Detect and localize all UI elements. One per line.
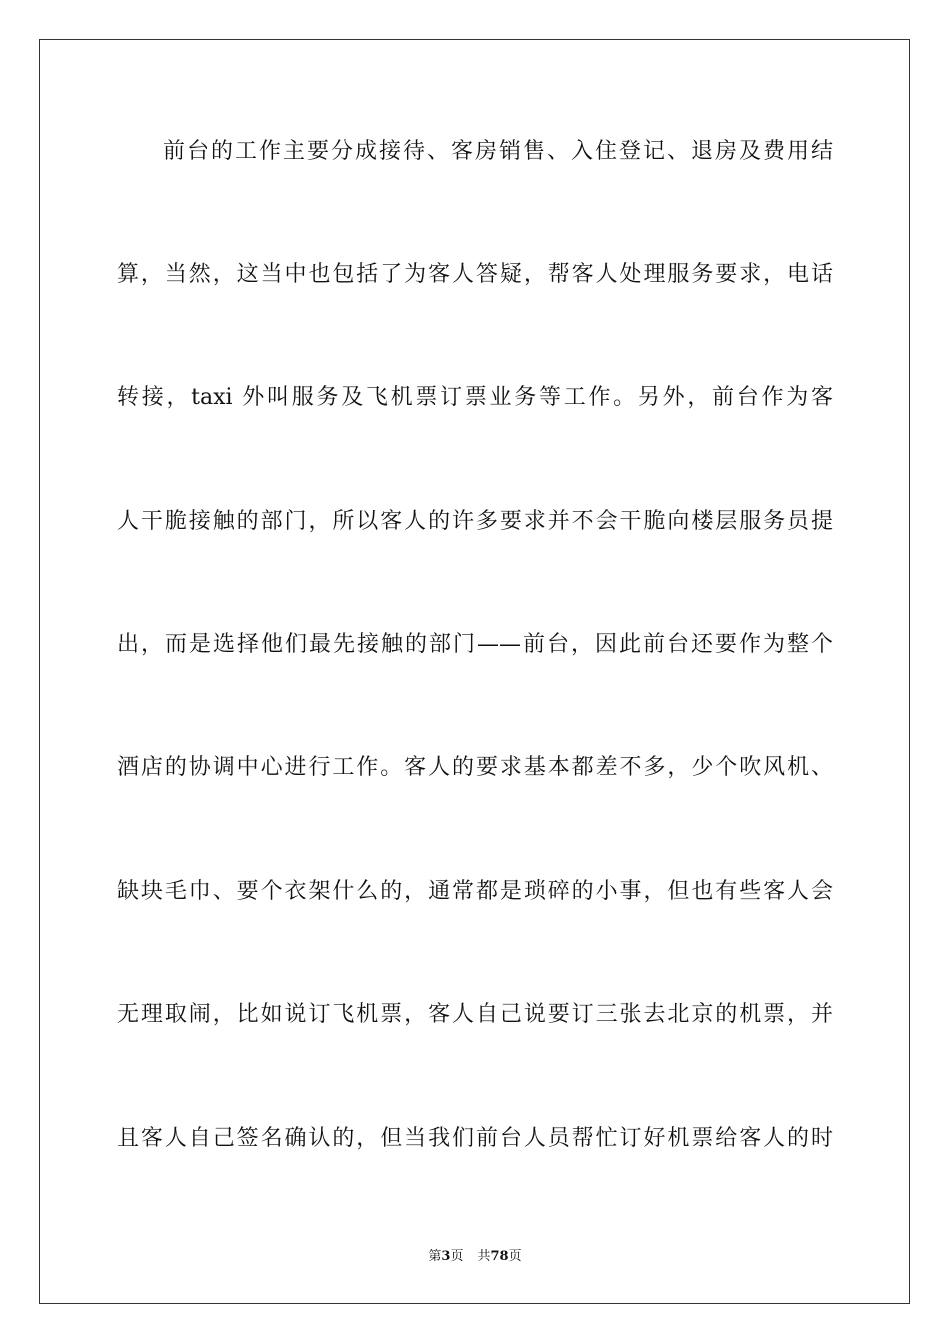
paragraph-line: 转接，taxi 外叫服务及飞机票订票业务等工作。另外，前台作为客 bbox=[117, 385, 833, 410]
total-pages: 78 bbox=[490, 1249, 509, 1264]
paragraph-line: 缺块毛巾、要个衣架什么的，通常都是琐碎的小事，但也有些客人会 bbox=[117, 879, 833, 904]
paragraph-line: 前台的工作主要分成接待、客房销售、入住登记、退房及费用结 bbox=[163, 139, 833, 164]
page-footer bbox=[0, 1248, 950, 1266]
paragraph-line: 且客人自己签名确认的，但当我们前台人员帮忙订好机票给客人的时 bbox=[117, 1126, 833, 1151]
page-suffix: 页 bbox=[450, 1249, 464, 1264]
paragraph-line: 出，而是选择他们最先接触的部门——前台，因此前台还要作为整个 bbox=[117, 632, 833, 657]
paragraph-line: 人干脆接触的部门，所以客人的许多要求并不会干脆向楼层服务员提 bbox=[117, 509, 833, 534]
paragraph-line: 酒店的协调中心进行工作。客人的要求基本都差不多，少个吹风机、 bbox=[117, 755, 833, 780]
total-suffix: 页 bbox=[508, 1249, 522, 1264]
paragraph-line: 算，当然，这当中也包括了为客人答疑，帮客人处理服务要求，电话 bbox=[117, 262, 833, 287]
page-number: 3 bbox=[441, 1249, 451, 1264]
page-frame bbox=[39, 39, 910, 1304]
page-prefix: 第 bbox=[428, 1249, 442, 1264]
total-prefix: 共 bbox=[477, 1249, 491, 1264]
paragraph-line: 无理取闹，比如说订飞机票，客人自己说要订三张去北京的机票，并 bbox=[117, 1002, 833, 1027]
